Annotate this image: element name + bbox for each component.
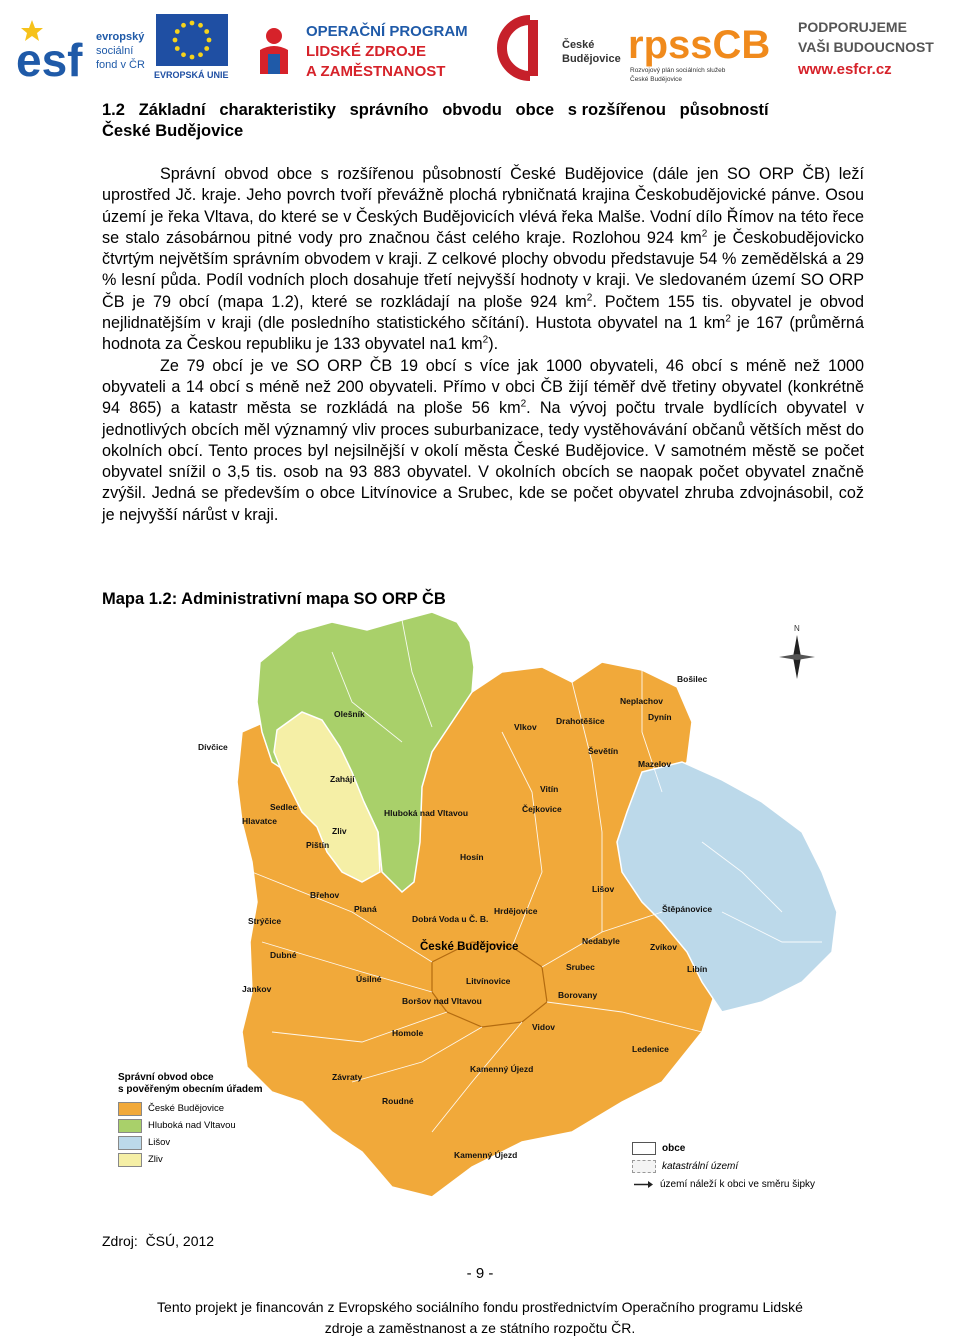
municipality-label: Vitín — [540, 784, 559, 794]
slogan-line-2: VAŠI BUDOUCNOST — [798, 39, 934, 55]
municipality-label: Dynín — [648, 712, 672, 722]
eu-star — [175, 46, 180, 51]
municipality-label: Čejkovice — [522, 804, 562, 814]
legend-swatch — [118, 1102, 142, 1116]
op-line-2: LIDSKÉ ZDROJE — [306, 43, 427, 60]
cb-city-logo — [500, 12, 621, 84]
op-program-logo — [252, 14, 488, 84]
eu-star — [204, 29, 209, 34]
section-heading-line2: České Budějovice — [102, 122, 244, 140]
municipality-label: Dobrá Voda u Č. B. — [412, 914, 489, 924]
legend-item-obce — [632, 1139, 872, 1157]
eu-star — [181, 52, 186, 57]
municipality-label: Závraty — [332, 1072, 363, 1082]
eu-logo — [152, 12, 232, 82]
rpss-sub-1: Rozvojový plán sociálních služeb — [630, 67, 726, 74]
municipality-label: Břehov — [310, 890, 340, 900]
esf-logo-icon — [12, 12, 152, 86]
municipality-label: Hlavatce — [242, 816, 277, 826]
legend-admin-districts — [118, 1072, 288, 1168]
legend-swatch — [118, 1119, 142, 1133]
slogan-logo — [796, 14, 956, 84]
municipality-label: Strýčice — [248, 916, 282, 926]
municipality-label: Boršov nad Vltavou — [402, 996, 482, 1006]
rpss-logo — [626, 14, 776, 84]
rpss-icon — [626, 14, 776, 84]
municipality-label: Planá — [354, 904, 377, 914]
body-text — [102, 164, 864, 526]
city-label: České Budějovice — [420, 941, 519, 953]
p2-text-2: . Na vývoj počtu trvale bydlících obyvatel v jednotlivých obcích měl významný vliv proces suburbanizace, tedy vystěhovávání občanů větších měst do okolních obcí. Tento proces byl nejsilnější v okolí města České Budějovice. V samotném městě se počet obyvatel snížil o 3,5 tis. osob na 93 883 obyvatel. V okolních obcích se naopak počet obyvatel značně zvýšil. Jedná se především o obce Litvínovice a Srubec, kde se počet obyvatel zhruba zdvojnásobil, což je nejvyšší nárůst v kraji. — [102, 399, 864, 524]
municipality-label: Neplachov — [620, 696, 663, 706]
p1-sup-2: 2 — [586, 292, 593, 304]
p1-sup-1: 2 — [701, 228, 708, 240]
eu-star — [190, 55, 195, 60]
page-number: - 9 - — [466, 1265, 494, 1282]
legend-swatch — [118, 1136, 142, 1150]
map-figure — [102, 612, 864, 1212]
municipality-label: Pištín — [306, 840, 330, 850]
footer — [0, 1297, 960, 1339]
legend-label: katastrální území — [662, 1160, 739, 1172]
slogan-url: www.esfcr.cz — [798, 61, 892, 78]
legend-item-arrow — [632, 1175, 872, 1193]
cb-city-line-1: České — [562, 39, 595, 51]
logo-bar — [0, 0, 960, 88]
municipality-label: Roudné — [382, 1096, 414, 1106]
boundary-line-icon — [632, 1142, 656, 1155]
legend-label: Lišov — [148, 1137, 171, 1148]
rpss-logo-text: rpssCB — [628, 23, 771, 67]
municipality-label: Bošilec — [677, 674, 708, 684]
municipality-label: Ledenice — [632, 1044, 669, 1054]
eu-star — [181, 23, 186, 28]
eu-logo-text: EVROPSKÁ UNIE — [154, 70, 229, 80]
p1-text-2: je Českobudějovicko čtvrtým největším správním obvodem v kraji. Z celkové plochy obvodu představuje 54 % zemědělská a 29 % lesní půda. Podíl vodních ploch dosahuje třetí nejvyšší hodnoty v kraji. Ve sledovaném území SO ORP ČB je 79 obcí (mapa 1.2), které se rozkládají na ploše 924 km — [102, 228, 865, 311]
slogan-line-1: PODPORUJEME — [798, 19, 907, 35]
municipality-label: Úsilné — [356, 974, 382, 984]
municipality-label: Drahotěšice — [556, 716, 605, 726]
source-note: Zdroj: ČSÚ, 2012 — [102, 1233, 215, 1249]
eu-star — [175, 29, 180, 34]
municipality-label: Dívčice — [198, 742, 228, 752]
p1-sup-4: 2 — [482, 334, 489, 346]
op-line-3: A ZAMĚSTNANOST — [306, 63, 446, 80]
municipality-label: Hluboká nad Vltavou — [384, 808, 469, 818]
municipality-label: Hrdějovice — [494, 906, 538, 916]
esf-sub-2: sociální — [96, 45, 134, 57]
op-line-1: OPERAČNÍ PROGRAM — [306, 23, 468, 40]
cb-city-icon — [500, 12, 621, 84]
municipality-label: Dubné — [270, 950, 297, 960]
municipality-label: Zahájí — [330, 774, 355, 784]
cb-city-line-2: Budějovice — [562, 53, 621, 65]
municipality-label: Kamenný Újezd — [454, 1150, 518, 1160]
eu-star — [198, 23, 203, 28]
legend-item-katastr — [632, 1157, 872, 1175]
p1-sup-3: 2 — [725, 313, 731, 325]
legend-title-line-2: s pověřeným obecním úřadem — [118, 1084, 263, 1095]
eu-flag-icon — [152, 12, 232, 82]
legend-title — [118, 1072, 288, 1096]
legend-item — [118, 1100, 288, 1117]
esf-logo — [12, 12, 152, 86]
municipality-label: Zvíkov — [650, 942, 677, 952]
paragraph-2 — [102, 356, 864, 526]
arrow-icon — [632, 1179, 654, 1190]
p1-text-4: je 167 (průměrná hodnota za Českou republiku je 133 obyvatel na1 km — [102, 314, 864, 354]
esf-logo-text: esf — [16, 34, 83, 86]
municipality-label: Zliv — [332, 826, 347, 836]
municipality-label: Vlkov — [514, 722, 537, 732]
municipality-label: Mazelov — [638, 759, 672, 769]
eu-star — [207, 38, 212, 43]
section-heading-line1: 1.2 Základní charakteristiky správního obvodu obce s rozšířenou působností — [102, 101, 769, 119]
eu-star — [204, 46, 209, 51]
legend-label: obce — [662, 1142, 686, 1154]
municipality-label: Sedlec — [270, 802, 298, 812]
legend-title-line-1: Správní obvod obce — [118, 1072, 214, 1083]
legend-item — [118, 1117, 288, 1134]
p1-text-3: . Počtem 155 tis. obyvatel je obvod nejlidnatějším v kraji (dle posledního statistického sčítání). Hustota obyvatel na 1 km — [102, 292, 864, 333]
municipality-label: Nedabyle — [582, 936, 620, 946]
legend-label: České Budějovice — [148, 1103, 225, 1114]
municipality-label: Borovany — [558, 990, 598, 1000]
section-heading — [102, 100, 864, 142]
municipality-label: Lišov — [592, 884, 615, 894]
legend-symbols — [632, 1139, 872, 1193]
p2-text-1: Ze 79 obcí je ve SO ORP ČB 19 obcí s více jak 1000 obyvateli, 46 obcí s méně než 1000 obyvateli a 14 obcí s méně než 200 obyvateli. Přímo v obci ČB žijí téměř dvě třetiny obyvatel (konkrétně 94 865) a katastr města se rozkládá na ploše 56 km — [102, 356, 864, 418]
legend-swatch — [118, 1153, 142, 1167]
municipality-label: Olešník — [334, 709, 365, 719]
municipality-label: Libín — [687, 964, 708, 974]
municipality-label: Vidov — [532, 1022, 555, 1032]
esf-sub-3: fond v ČR — [96, 59, 145, 71]
legend-item — [118, 1134, 288, 1151]
footer-line-2: zdroje a zaměstnanost a ze státního rozpočtu ČR. — [324, 1320, 636, 1336]
map-caption: Mapa 1.2: Administrativní mapa SO ORP ČB — [102, 590, 446, 608]
paragraph-1 — [102, 164, 864, 356]
cadastral-line-icon — [632, 1160, 656, 1173]
slogan-icon — [796, 14, 956, 84]
municipality-label: Štěpánovice — [662, 904, 713, 914]
eu-star — [190, 21, 195, 26]
municipality-label: Srubec — [566, 962, 595, 972]
municipality-label: Jankov — [242, 984, 272, 994]
esf-sub-1: evropský — [96, 31, 145, 43]
op-program-icon — [252, 14, 488, 84]
p2-sup-1: 2 — [520, 398, 527, 410]
north-arrow-icon — [779, 624, 815, 679]
legend-label: Zliv — [148, 1154, 163, 1165]
eu-star — [173, 38, 178, 43]
legend-label: Hluboká nad Vltavou — [148, 1120, 236, 1131]
p1-text-1: Správní obvod obce s rozšířenou působností České Budějovice (dále jen SO ORP ČB) leží uprostřed Jč. kraje. Jeho povrch tvoří převážně plochá rybničnatá krajina Českobudějovické pánve. Osou území je řeka Vltava, do které se v Českých Budějovicích vlévá řeka Malše. Vodní dílo Římov na této řece se stalo zásobárnou pitné vody pro značnou část celého kraje. Rozlohou 924 km — [102, 165, 864, 247]
municipality-label: Kamenný Újezd — [470, 1064, 534, 1074]
legend-item — [118, 1151, 288, 1168]
municipality-label: Ševětín — [588, 746, 619, 756]
municipality-label: Hosín — [460, 852, 484, 862]
rpss-sub-2: České Budějovice — [630, 76, 683, 83]
footer-line-1: Tento projekt je financován z Evropského sociálního fondu prostřednictvím Operačního programu Lidské — [157, 1299, 803, 1315]
eu-star — [198, 52, 203, 57]
legend-label: území náleží k obci ve směru šipky — [660, 1178, 816, 1190]
municipality-label: Homole — [392, 1028, 424, 1038]
p1-text-5: ). — [488, 335, 499, 354]
municipality-label: Litvínovice — [466, 976, 511, 986]
north-label: N — [794, 624, 800, 633]
